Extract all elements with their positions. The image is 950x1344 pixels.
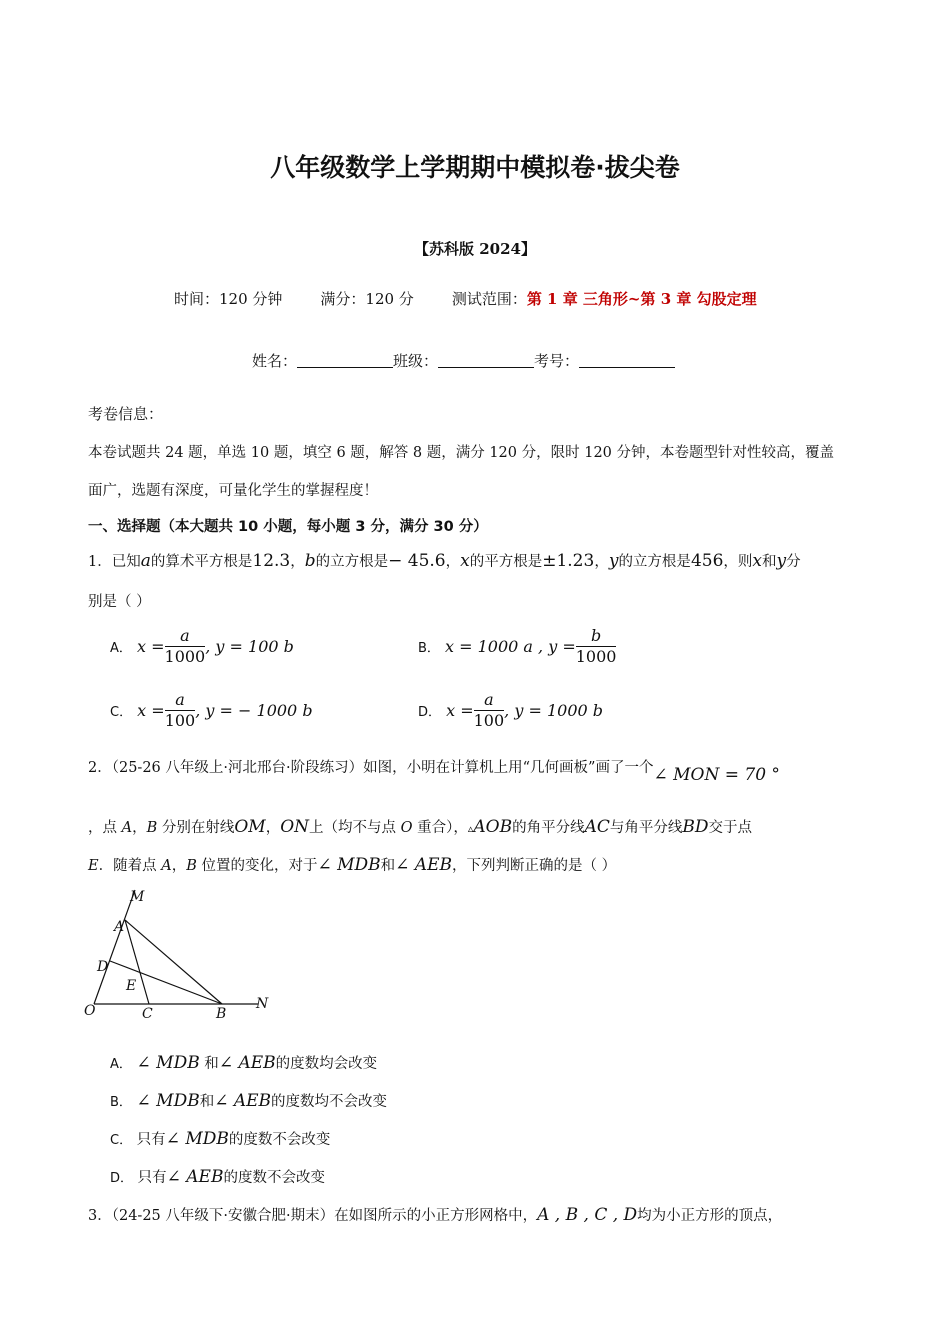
math-y: y (608, 551, 619, 571)
text: 分别在射线 (157, 820, 235, 836)
name-blank (297, 353, 393, 368)
text: 和 (199, 1094, 215, 1110)
text: ， (290, 554, 305, 570)
math-expr: , y = 1000 b (504, 701, 604, 720)
text: 均为小正方形的顶点， (637, 1208, 783, 1224)
fraction (474, 690, 505, 731)
geometry-figure (80, 884, 280, 1024)
question-2-line-2 (88, 816, 752, 837)
text: 上（均不与点 (309, 820, 401, 836)
label-m: M (130, 889, 145, 905)
id-blank (579, 353, 675, 368)
numerator: a (165, 626, 206, 647)
fraction (165, 626, 206, 667)
text: ，则 (723, 554, 753, 570)
math-a: A (161, 858, 172, 874)
option-2d[interactable] (110, 1166, 325, 1187)
fraction (576, 626, 617, 667)
text: 和 (380, 858, 396, 874)
scope-label: 测试范围： (451, 290, 527, 308)
text: ．随着点 (98, 858, 162, 874)
text: 的度数不会改变 (228, 1132, 331, 1148)
edition-label: 【苏科版 2024】 (414, 240, 536, 258)
class-blank (438, 353, 534, 368)
info-line-2: 面广，选题有深度，可量化学生的掌握程度！ (88, 483, 378, 499)
question-source: （24-25 八年级下·安徽合肥·期末） (111, 1208, 335, 1224)
question-number: 2． (88, 760, 112, 776)
text: 的角平分线 (512, 820, 585, 836)
math-a: A (121, 820, 133, 836)
info-line-1: 本卷试题共 24 题，单选 10 题，填空 6 题，解答 8 题，满分 120 分，限时 120 分钟，本卷题型针对性较高，覆盖 (88, 445, 835, 461)
math-angle-aeb: ∠ AEB (395, 855, 452, 875)
math-x: x (752, 551, 762, 571)
math-expr: x = (446, 701, 474, 720)
text: 分 (786, 554, 801, 570)
math-b: b (304, 551, 316, 571)
question-source: （25-26 八年级上·河北邢台·阶段练习） (111, 760, 364, 776)
denominator: 1000 (164, 647, 206, 666)
math-angle: ∠ MON = 70 ° (653, 765, 780, 785)
scope-value: 第 1 章 三角形~第 3 章 勾股定理 (526, 290, 757, 308)
score-label: 满分：120 分 (320, 290, 414, 308)
text: 如图，小明在计算机上用“几何画板”画了一个 (363, 760, 654, 776)
denominator: 1000 (575, 647, 617, 666)
math-expr: , y = − 1000 b (195, 701, 313, 720)
math-bd: BD (682, 817, 709, 837)
text: 与角平分线 (609, 820, 683, 836)
segment-ab (125, 920, 222, 1004)
label-n: N (256, 996, 269, 1012)
text: ，下列判断正确的是（ ） (451, 858, 617, 874)
option-letter: C． (110, 1133, 133, 1148)
fraction (165, 690, 196, 731)
math-ac: AC (584, 817, 610, 837)
text: ， (445, 554, 461, 570)
id-label: 考号： (534, 352, 580, 370)
text: ， (265, 820, 281, 836)
class-label: 班级： (393, 352, 439, 370)
text: 的度数均会改变 (275, 1056, 378, 1072)
numerator: b (576, 626, 617, 647)
option-letter: D． (418, 705, 442, 720)
text: 已知 (111, 554, 141, 570)
option-letter: D． (110, 1171, 134, 1186)
option-2c[interactable] (110, 1128, 330, 1149)
figure-lines (94, 890, 258, 1004)
label-a: A (114, 919, 125, 935)
option-letter: C． (110, 705, 133, 720)
math-angle-mdb: ∠ MDB (165, 1129, 229, 1149)
math-value: − 45.6 (388, 551, 446, 571)
math-value: 12.3 (252, 551, 291, 571)
math-b: B (146, 820, 158, 836)
text: 只有 (136, 1132, 166, 1148)
text: 的平方根是 (469, 554, 543, 570)
text: 的度数不会改变 (223, 1170, 325, 1186)
text: 在如图所示的小正方形网格中， (334, 1208, 538, 1224)
text: 的度数均不会改变 (271, 1094, 388, 1110)
option-letter: B． (110, 1095, 132, 1110)
section-heading: 一、选择题（本大题共 10 小题，每小题 3 分，满分 30 分） (88, 519, 488, 535)
math-y: y (776, 551, 787, 571)
option-letter: A． (110, 1057, 132, 1072)
math-expr: , y = 100 b (205, 637, 294, 656)
text: 位置的变化，对于 (196, 858, 318, 874)
math-value: ±1.23 (542, 551, 595, 571)
info-heading: 考卷信息： (88, 405, 164, 423)
text: 只有 (137, 1170, 167, 1186)
numerator: a (165, 690, 196, 711)
label-o: O (84, 1003, 96, 1019)
math-angle-aeb: ∠ AEB (166, 1167, 224, 1187)
text: 的算术平方根是 (150, 554, 253, 570)
math-value: 456 (690, 551, 724, 571)
option-1a[interactable] (110, 626, 294, 667)
triangle-symbol: ▵ (467, 822, 474, 835)
math-expr: x = 1000 a , y = (445, 637, 576, 656)
math-e: E (88, 858, 99, 874)
text: 和 (761, 554, 777, 570)
option-1c[interactable] (110, 690, 313, 731)
math-aob: AOB (473, 817, 513, 837)
question-number: 3． (88, 1208, 112, 1224)
text: 的立方根是 (618, 554, 691, 570)
math-expr: x = (137, 637, 165, 656)
text: 和 (199, 1056, 219, 1072)
numerator: a (474, 690, 505, 711)
text: ， (171, 858, 187, 874)
denominator: 100 (473, 711, 505, 730)
label-d: D (97, 959, 109, 975)
label-b: B (216, 1006, 227, 1022)
text: ， (594, 554, 609, 570)
option-1b[interactable] (418, 626, 616, 667)
math-x: x (460, 551, 470, 571)
math-b: B (186, 858, 197, 874)
page-title: 八年级数学上学期期中模拟卷·拔尖卷 (270, 153, 680, 182)
math-om: OM (234, 817, 266, 837)
math-angle-mdb: ∠ MDB (317, 855, 381, 875)
math-expr: x = (137, 701, 165, 720)
math-angle-aeb: ∠ AEB (218, 1053, 276, 1073)
student-info (252, 350, 675, 371)
math-a: a (140, 551, 151, 571)
option-1d[interactable] (418, 690, 603, 731)
question-2-line-1 (88, 756, 780, 785)
time-label: 时间：120 分钟 (174, 290, 283, 308)
math-angle-mdb: ∠ MDB (136, 1053, 200, 1073)
name-label: 姓名： (252, 352, 298, 370)
question-3-line-1 (88, 1204, 782, 1225)
math-o: O (400, 820, 413, 836)
math-angle-mdb: ∠ MDB (136, 1091, 200, 1111)
label-c: C (142, 1006, 153, 1022)
option-2a[interactable] (110, 1052, 377, 1073)
math-points: A , B , C , D (537, 1205, 638, 1225)
question-1-line-2: 别是（ ） (88, 594, 151, 610)
option-2b[interactable] (110, 1090, 387, 1111)
question-1-line-1 (88, 550, 801, 571)
denominator: 100 (164, 711, 196, 730)
text: 交于点 (708, 820, 753, 836)
text: ， (132, 820, 147, 836)
option-letter: A． (110, 641, 132, 656)
question-2-line-3 (88, 854, 616, 875)
text: ，点 (88, 820, 122, 836)
math-angle-aeb: ∠ AEB (214, 1091, 272, 1111)
label-e: E (126, 978, 137, 994)
question-number: 1． (88, 554, 112, 570)
option-letter: B． (418, 641, 440, 656)
text: 重合）， (412, 820, 468, 836)
text: 的立方根是 (315, 554, 389, 570)
math-on: ON (280, 817, 310, 837)
exam-meta (174, 288, 757, 309)
